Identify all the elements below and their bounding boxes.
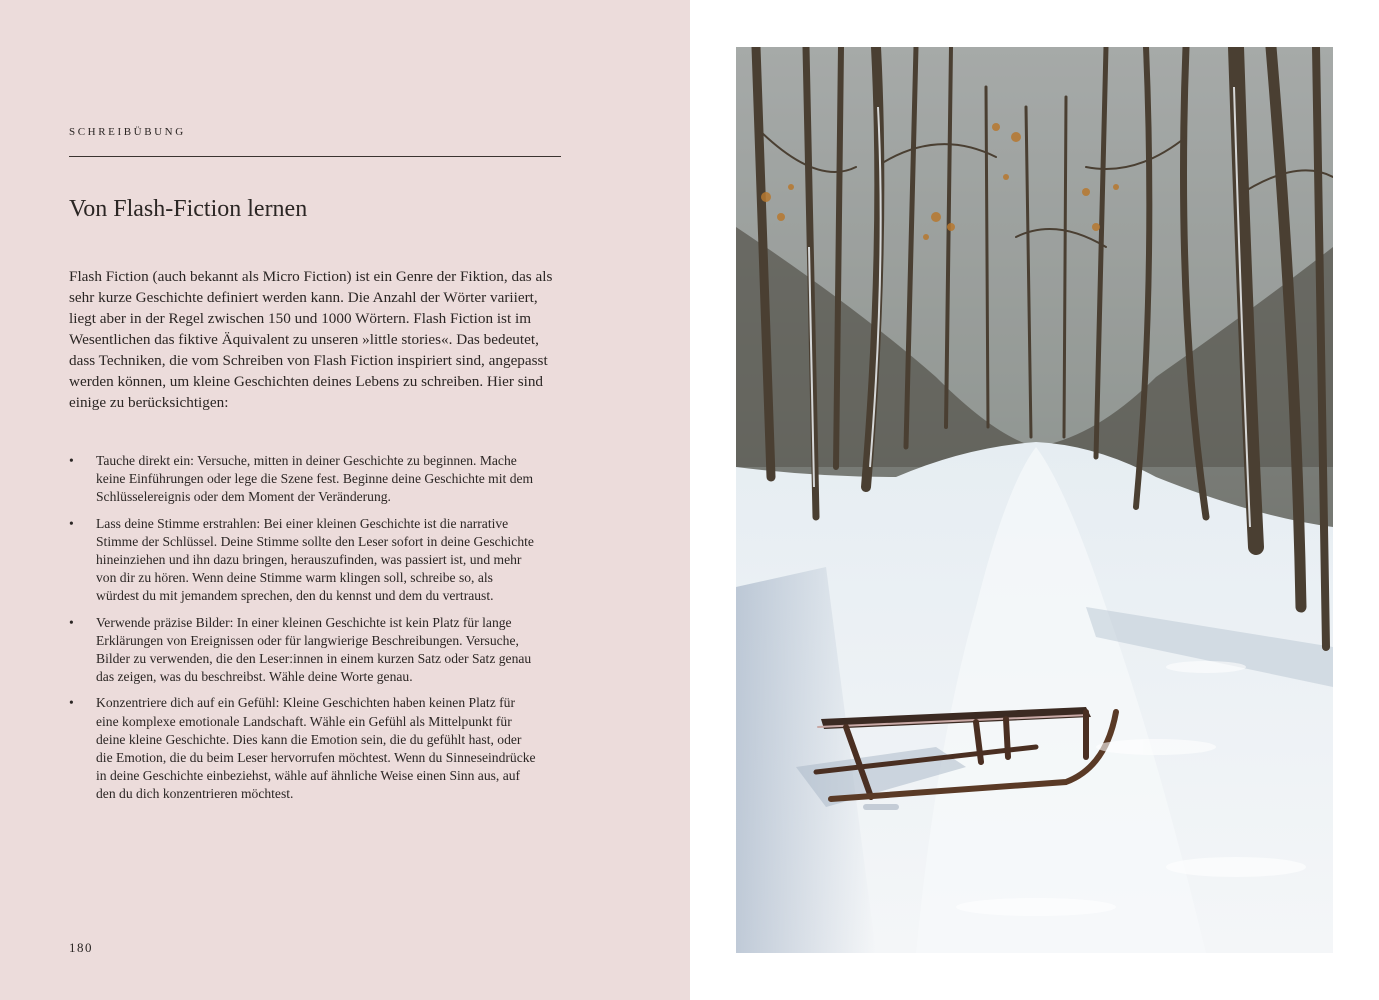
winter-forest-sled-photo <box>736 47 1333 953</box>
tip-text: Konzentriere dich auf ein Gefühl: Kleine Geschichten haben keinen Platz für eine komplexe emotionale Landschaft. Wähle ein Gefühl als Mittelpunkt für deine kleine Geschichte. Dies kann die Emotion sein, die du gefühlt hast, oder die Emotion, die du beim Leser hervorrufen möchtest. Wenn du Sinneseindrücke in deine Geschichte einbeziehst, wähle auf ähnliche Weise einen Sinn aus, auf den du dich konzentrieren möchtest. <box>96 695 536 802</box>
intro-paragraph: Flash Fiction (auch bekannt als Micro Fiction) ist ein Genre der Fiktion, das als sehr kurze Geschichte definiert werden kann. Die Anzahl der Wörter variiert, liegt aber in der Regel zwischen 150 und 1000 Wörtern. Flash Fiction ist im Wesentlichen das fiktive Äquivalent zu unseren »little stories«. Das bedeutet, dass Techniken, die vom Schreiben von Flash Fiction inspiriert sind, angepasst werden können, um kleine Geschichten deines Lebens zu schreiben. Hier sind einige zu berücksichtigen: <box>69 268 553 411</box>
bullet-icon: • <box>69 614 74 630</box>
list-item <box>69 452 539 507</box>
tip-text: Lass deine Stimme erstrahlen: Bei einer kleinen Geschichte ist die narrative Stimme der Schlüssel. Deine Stimme sollte den Leser sofort in deine Geschichte hineinziehen und ihn dazu bringen, herauszufinden, was passiert ist, und mehr von dir zu hören. Wenn deine Stimme warm klingen soll, schreibe so, als würdest du mit jemandem sprechen, den du kennst und dem du vertraust. <box>96 515 534 604</box>
tips-list <box>69 452 539 812</box>
list-item <box>69 694 539 803</box>
tip-text: Verwende präzise Bilder: In einer kleinen Geschichte ist kein Platz für lange Erklärungen von Ereignissen oder für langwierige Beschreibungen. Versuche, Bilder zu verwenden, die den Leser:innen in einem kurzen Satz oder Satz genau das zeigen, was du beschreibst. Wähle deine Worte genau. <box>96 614 532 685</box>
divider-rule <box>69 156 561 157</box>
list-item <box>69 515 539 606</box>
section-kicker: SCHREIBÜBUNG <box>69 126 186 138</box>
bullet-icon: • <box>69 453 74 468</box>
tip-text: Tauche direkt ein: Versuche, mitten in deiner Geschichte zu beginnen. Mache keine Einführungen oder lege die Szene fest. Beginne deine Geschichte mit dem Schlüsselereignis oder dem Moment der Veränderung. <box>96 453 534 505</box>
list-item <box>69 614 539 687</box>
page-number: 180 <box>69 940 93 955</box>
page-title: Von Flash-Fiction lernen <box>69 196 308 222</box>
bullet-icon: • <box>69 515 74 531</box>
bullet-icon: • <box>69 695 74 711</box>
